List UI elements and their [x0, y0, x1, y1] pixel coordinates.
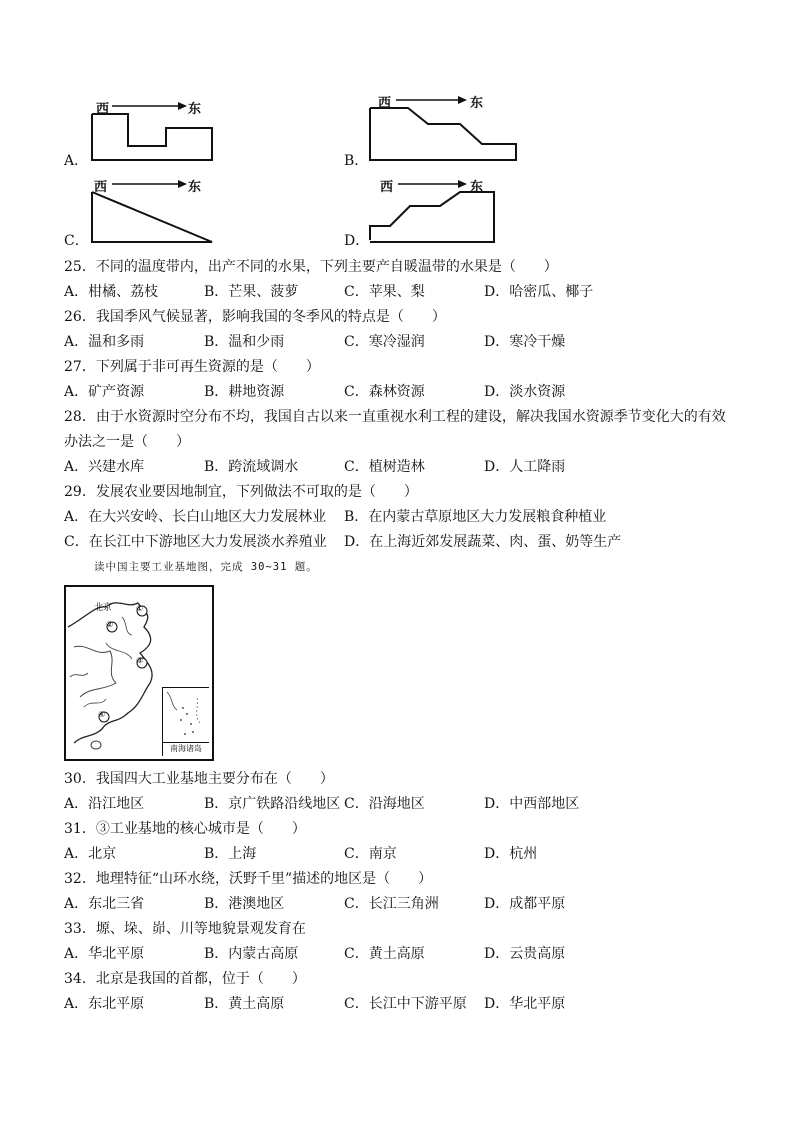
option-a[interactable]: A．矿产资源: [64, 384, 145, 400]
option-d[interactable]: D．杭州: [484, 846, 538, 862]
option-b[interactable]: B．黄土高原: [204, 996, 285, 1012]
marker-1-label: ①: [136, 604, 144, 613]
option-d[interactable]: D．华北平原: [484, 996, 566, 1012]
east-label: 东: [188, 102, 202, 117]
question-stem: 34．北京是我国的首都，位于（ ）: [64, 971, 306, 987]
option-b[interactable]: B．内蒙古高原: [204, 946, 299, 962]
option-letter-d: D．: [344, 233, 370, 249]
option-d[interactable]: D．在上海近郊发展蔬菜、肉、蛋、奶等生产: [344, 534, 622, 550]
west-label: 西: [378, 96, 392, 111]
option-a[interactable]: A．沿江地区: [64, 796, 145, 812]
inset-label: 南海诸岛: [163, 742, 209, 755]
question-stem: 32．地理特征“山环水绕，沃野千里”描述的地区是（ ）: [64, 871, 433, 887]
option-b[interactable]: B．京广铁路沿线地区: [204, 796, 341, 812]
east-label: 东: [470, 96, 484, 111]
option-c[interactable]: C．长江中下游平原: [344, 996, 467, 1012]
option-b[interactable]: B．港澳地区: [204, 896, 285, 912]
question-stem-continued: 办法之一是（ ）: [64, 434, 190, 450]
option-c[interactable]: C．黄土高原: [344, 946, 425, 962]
option-b[interactable]: B．芒果、菠萝: [204, 284, 299, 300]
beijing-label: 北京: [94, 603, 113, 613]
option-d[interactable]: D．人工降雨: [484, 459, 566, 475]
question-stem: 27．下列属于非可再生资源的是（ ）: [64, 359, 320, 375]
option-letter-b: B．: [344, 153, 369, 169]
option-a[interactable]: A．柑橘、荔枝: [64, 284, 159, 300]
option-c[interactable]: C．寒冷湿润: [344, 334, 425, 350]
option-c[interactable]: C．植树造林: [344, 459, 425, 475]
option-c[interactable]: C．南京: [344, 846, 397, 862]
option-d[interactable]: D．中西部地区: [484, 796, 580, 812]
option-d[interactable]: D．哈密瓜、椰子: [484, 284, 594, 300]
map-intro: 读中国主要工业基地图，完成 30~31 题。: [94, 561, 318, 573]
marker-3-label: ③: [136, 656, 144, 665]
east-label: 东: [470, 180, 484, 195]
option-a[interactable]: A．华北平原: [64, 946, 145, 962]
option-a[interactable]: A．温和多雨: [64, 334, 145, 350]
option-c[interactable]: C．森林资源: [344, 384, 425, 400]
option-letter-a: A．: [64, 153, 89, 169]
option-d[interactable]: D．成都平原: [484, 896, 566, 912]
option-a[interactable]: A．东北三省: [64, 896, 145, 912]
option-a[interactable]: A．兴建水库: [64, 459, 145, 475]
west-label: 西: [96, 102, 110, 117]
south-china-sea-inset: [162, 687, 209, 756]
option-b[interactable]: B．上海: [204, 846, 257, 862]
option-a[interactable]: A．在大兴安岭、长白山地区大力发展林业: [64, 509, 327, 525]
marker-2-label: ②: [106, 620, 114, 629]
question-stem: 33．塬、垛、峁、川等地貌景观发育在: [64, 921, 306, 937]
option-b[interactable]: B．在内蒙古草原地区大力发展粮食种植业: [344, 509, 607, 525]
option-c[interactable]: C．沿海地区: [344, 796, 425, 812]
question-stem: 28．由于水资源时空分布不均，我国自古以来一直重视水利工程的建设，解决我国水资源季节变化大的有效: [64, 409, 726, 425]
option-c[interactable]: C．长江三角洲: [344, 896, 439, 912]
option-d[interactable]: D．寒冷干燥: [484, 334, 566, 350]
question-stem: 31．③工业基地的核心城市是（ ）: [64, 821, 306, 837]
option-b[interactable]: B．跨流域调水: [204, 459, 299, 475]
option-b[interactable]: B．温和少雨: [204, 334, 285, 350]
option-b[interactable]: B．耕地资源: [204, 384, 285, 400]
option-letter-c: C．: [64, 233, 89, 249]
question-stem: 26．我国季风气候显著，影响我国的冬季风的特点是（ ）: [64, 309, 446, 325]
option-c[interactable]: C．在长江中下游地区大力发展淡水养殖业: [64, 534, 327, 550]
east-label: 东: [188, 180, 202, 195]
question-stem: 29．发展农业要因地制宜，下列做法不可取的是（ ）: [64, 484, 418, 500]
option-c[interactable]: C．苹果、梨: [344, 284, 425, 300]
industrial-base-map: [64, 585, 214, 761]
west-label: 西: [380, 180, 394, 195]
option-a[interactable]: A．东北平原: [64, 996, 145, 1012]
question-stem: 25．不同的温度带内，出产不同的水果，下列主要产自暖温带的水果是（ ）: [64, 259, 558, 275]
marker-4-label: ④: [98, 710, 106, 719]
option-a[interactable]: A．北京: [64, 846, 117, 862]
option-d[interactable]: D．淡水资源: [484, 384, 566, 400]
option-d[interactable]: D．云贵高原: [484, 946, 566, 962]
question-stem: 30．我国四大工业基地主要分布在（ ）: [64, 771, 334, 787]
west-label: 西: [94, 180, 108, 195]
